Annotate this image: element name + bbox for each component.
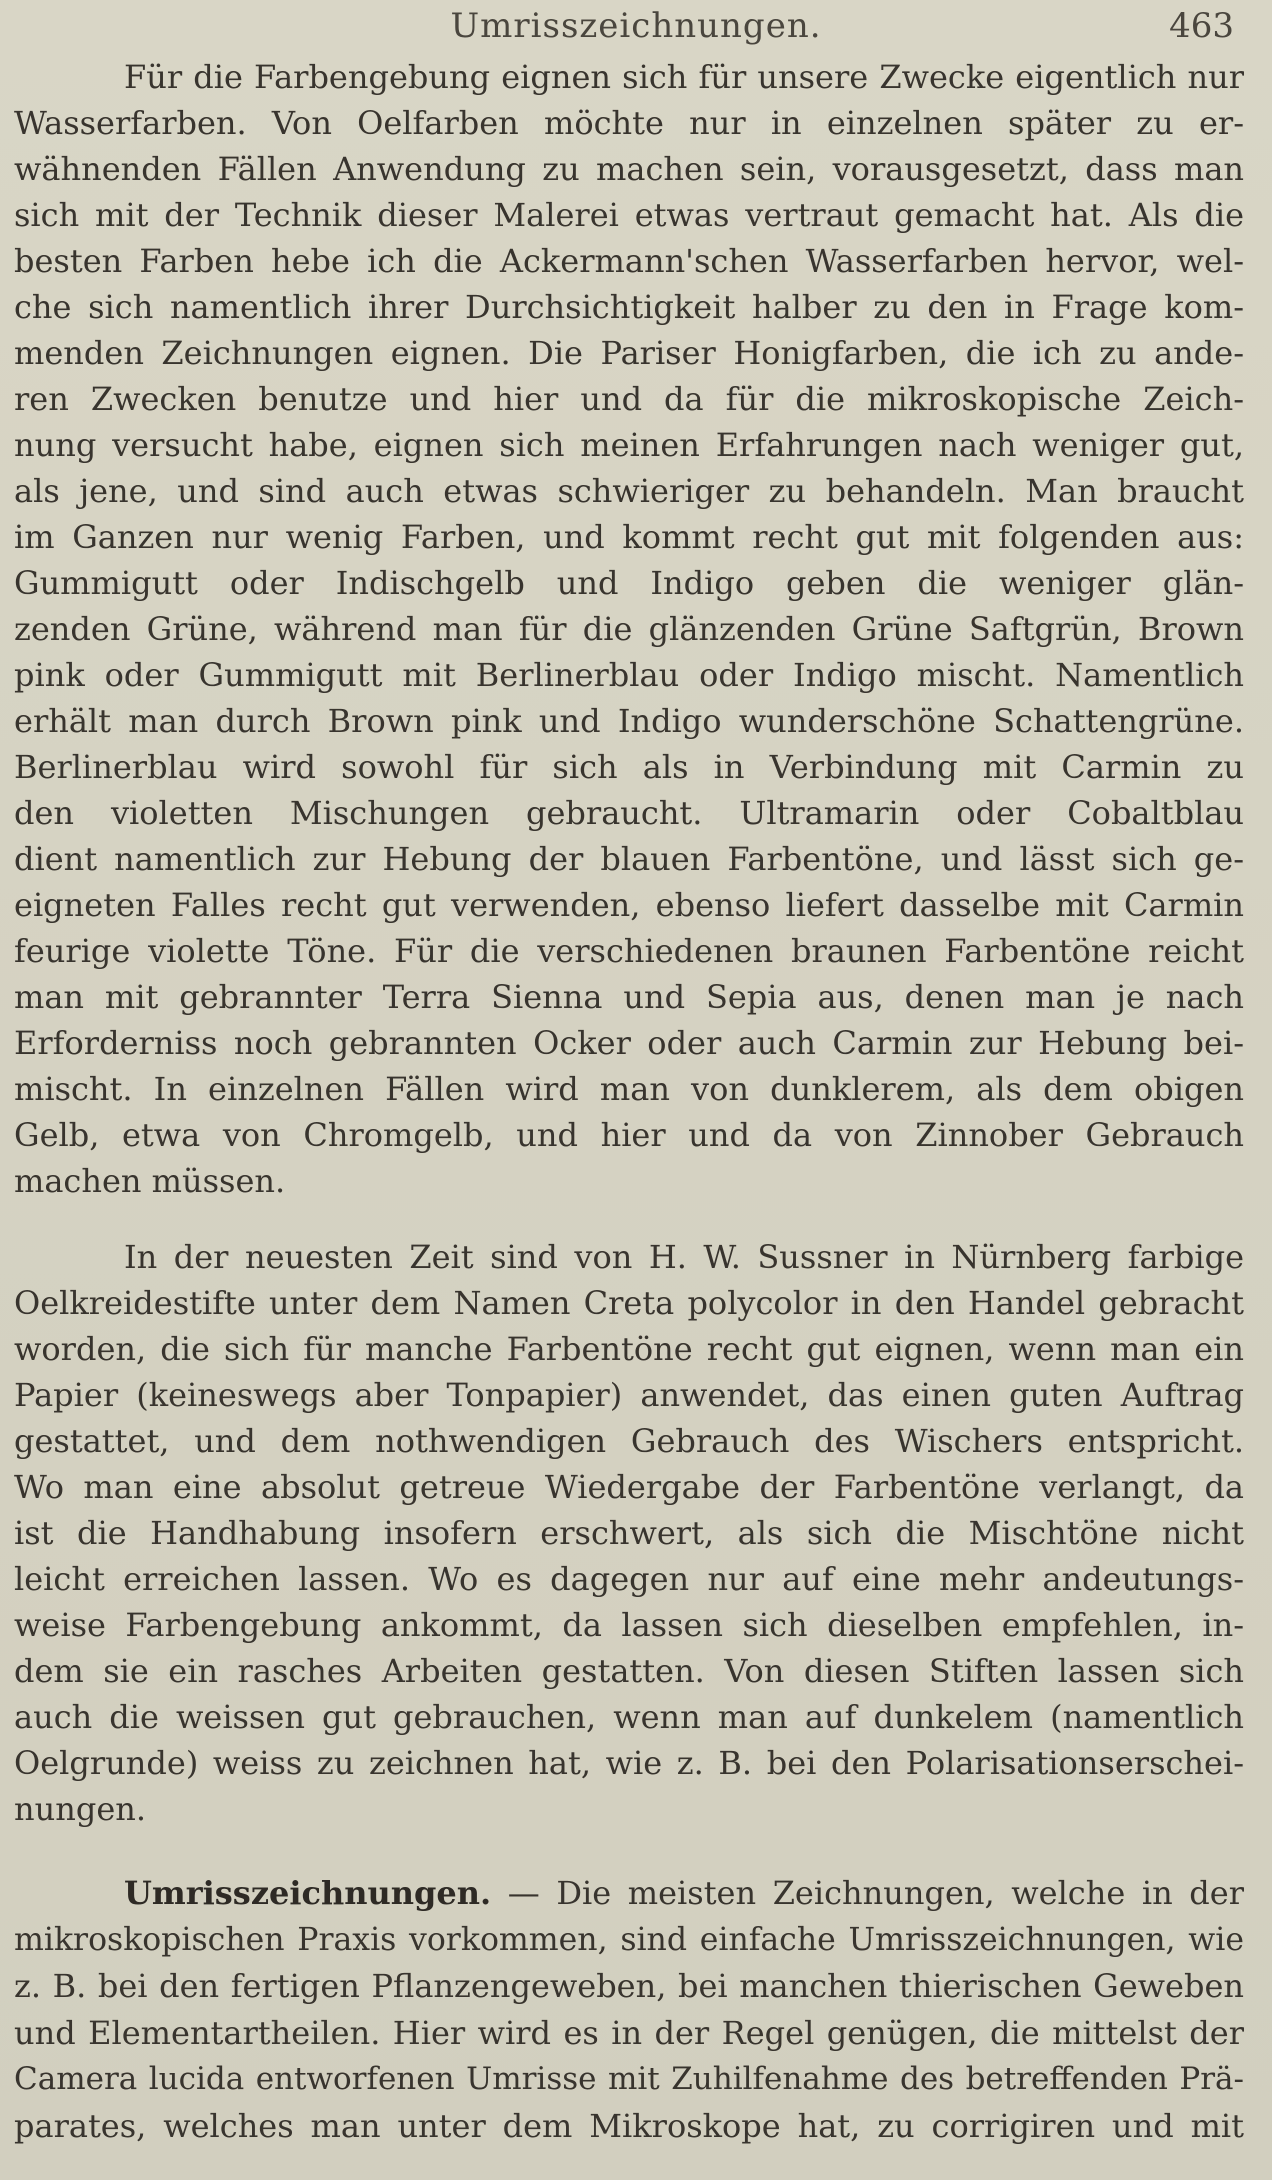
paragraph-outline-drawings: [14, 1870, 1244, 2149]
text-line: auch die weissen gut gebrauchen, wenn man auf dunkelem (namentlich: [14, 1698, 1244, 1736]
text-line: Gelb, etwa von Chromgelb, und hier und da von Zinnober Gebrauch: [14, 1116, 1244, 1154]
text-line: ren Zwecken benutze und hier und da für die mikroskopische Zeich-: [14, 380, 1244, 418]
text-line: Gummigutt oder Indischgelb und Indigo geben die weniger glän-: [14, 564, 1244, 602]
text-line: Wo man eine absolut getreue Wiedergabe der Farbentöne verlangt, da: [14, 1468, 1244, 1506]
text-line: dient namentlich zur Hebung der blauen Farbentöne, und lässt sich ge-: [14, 840, 1244, 878]
text-line: nung versucht habe, eignen sich meinen Erfahrungen nach weniger gut,: [14, 426, 1244, 464]
paragraph-oil-crayons: [14, 1234, 1244, 1832]
text-line: weise Farbengebung ankommt, da lassen sich dieselben empfehlen, in-: [14, 1606, 1244, 1644]
text-line: che sich namentlich ihrer Durchsichtigkeit halber zu den in Frage kom-: [14, 288, 1244, 326]
running-head-title: Umrisszeichnungen.: [450, 6, 822, 46]
text-line: ist die Handhabung insofern erschwert, als sich die Mischtöne nicht: [14, 1514, 1244, 1552]
text-line: erhält man durch Brown pink und Indigo wunderschöne Schattengrüne.: [14, 702, 1244, 740]
text-line: z. B. bei den fertigen Pflanzengeweben, bei manchen thierischen Geweben: [14, 1967, 1244, 2005]
text-line: wähnenden Fällen Anwendung zu machen sein, vorausgesetzt, dass man: [14, 150, 1244, 188]
text-line: leicht erreichen lassen. Wo es dagegen nur auf eine mehr andeutungs-: [14, 1560, 1244, 1598]
text-line: machen müssen.: [14, 1162, 286, 1200]
text-line: menden Zeichnungen eignen. Die Pariser Honigfarben, die ich zu ande-: [14, 334, 1244, 372]
text-line: Erforderniss noch gebrannten Ocker oder auch Carmin zur Hebung bei-: [14, 1024, 1244, 1062]
text-line: parates, welches man unter dem Mikroskope hat, zu corrigiren und mit: [14, 2106, 1244, 2145]
text-line: Oelkreidestifte unter dem Namen Creta polycolor in den Handel gebracht: [14, 1284, 1244, 1322]
text-line: eigneten Falles recht gut verwenden, ebenso liefert dasselbe mit Carmin: [14, 886, 1244, 924]
text-line: Für die Farbengebung eignen sich für unsere Zwecke eigentlich nur: [124, 58, 1244, 96]
text-line: man mit gebrannter Terra Sienna und Sepia aus, denen man je nach: [14, 978, 1244, 1016]
text-line: In der neuesten Zeit sind von H. W. Sussner in Nürnberg farbige: [124, 1238, 1244, 1276]
text-line: den violetten Mischungen gebraucht. Ultramarin oder Cobaltblau: [14, 794, 1244, 832]
text-line: Camera lucida entworfenen Umrisse mit Zuhilfenahme des betreffenden Prä-: [14, 2061, 1244, 2097]
text-line: mikroskopischen Praxis vorkommen, sind einfache Umrisszeichnungen, wie: [14, 1921, 1244, 1958]
page-number: 463: [1169, 6, 1234, 46]
text-line: gestattet, und dem nothwendigen Gebrauch des Wischers entspricht.: [14, 1422, 1244, 1460]
text-line: Berlinerblau wird sowohl für sich als in Verbindung mit Carmin zu: [14, 748, 1244, 786]
text-line: Wasserfarben. Von Oelfarben möchte nur in einzelnen später zu er-: [14, 104, 1244, 142]
heading-line-text: — Die meisten Zeichnungen, welche in der: [491, 1874, 1244, 1912]
text-line: zenden Grüne, während man für die glänzenden Grüne Saftgrün, Brown: [14, 610, 1244, 648]
text-line: [14, 1870, 1244, 1917]
text-line: dem sie ein rasches Arbeiten gestatten. Von diesen Stiften lassen sich: [14, 1652, 1244, 1690]
section-heading: Umrisszeichnungen.: [124, 1874, 492, 1912]
text-line: Papier (keineswegs aber Tonpapier) anwendet, das einen guten Auftrag: [14, 1376, 1244, 1414]
text-line: besten Farben hebe ich die Ackermann'schen Wasserfarben hervor, wel-: [14, 242, 1244, 280]
text-line: und Elementartheilen. Hier wird es in der Regel genügen, die mittelst der: [14, 2013, 1244, 2052]
text-line: als jene, und sind auch etwas schwieriger zu behandeln. Man braucht: [14, 472, 1244, 510]
text-line: Oelgrunde) weiss zu zeichnen hat, wie z. B. bei den Polarisationserschei-: [14, 1744, 1244, 1782]
text-line: feurige violette Töne. Für die verschiedenen braunen Farbentöne reicht: [14, 932, 1244, 970]
text-line: pink oder Gummigutt mit Berlinerblau oder Indigo mischt. Namentlich: [14, 656, 1244, 694]
text-line: sich mit der Technik dieser Malerei etwas vertraut gemacht hat. Als die: [14, 196, 1244, 234]
text-line: mischt. In einzelnen Fällen wird man von dunklerem, als dem obigen: [14, 1070, 1244, 1108]
text-line: worden, die sich für manche Farbentöne recht gut eignen, wenn man ein: [14, 1330, 1244, 1368]
paragraph-watercolors: [14, 54, 1244, 1204]
running-head: [0, 6, 1272, 52]
text-line: im Ganzen nur wenig Farben, und kommt recht gut mit folgenden aus:: [14, 518, 1244, 556]
text-line: nungen.: [14, 1790, 147, 1828]
